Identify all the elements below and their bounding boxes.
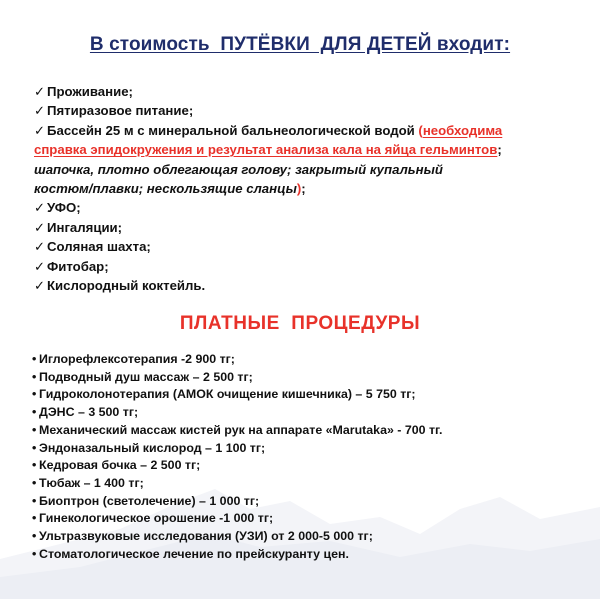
pool-note-requirement-cont: справка эпидокружения и результат анализа кала на яйца гельминтов	[34, 142, 498, 158]
list-item: ✓ Проживание;	[34, 82, 554, 101]
paid-section-title: ПЛАТНЫЕ ПРОЦЕДУРЫ	[179, 313, 421, 334]
checkmark-icon: ✓	[34, 103, 46, 119]
list-item: • Стоматологическое лечение по прейскуранту цен.	[32, 546, 572, 564]
list-item: • Биоптрон (светолечение) – 1 000 тг;	[32, 493, 572, 511]
pool-note-line-3: шапочка, плотно облегающая голову; закрытый купальный	[34, 161, 443, 177]
bullet-icon: •	[32, 422, 37, 437]
pool-note-open-paren: (	[418, 122, 423, 138]
list-item: • Иглорефлексотерапия -2 900 тг;	[32, 351, 572, 369]
included-list	[34, 82, 554, 295]
bullet-icon: •	[32, 529, 37, 544]
bullet-icon: •	[32, 440, 37, 455]
list-item: ✓ УФО;	[34, 198, 554, 217]
list-item: • Ультразвуковые исследования (УЗИ) от 2 000-5 000 тг;	[32, 528, 572, 546]
list-item: • Гидроколонотерапия (АМОК очищение кишечника) – 5 750 тг;	[32, 386, 572, 404]
bullet-icon: •	[32, 493, 37, 508]
list-item: • Кедровая бочка – 2 500 тг;	[32, 457, 572, 475]
checkmark-icon: ✓	[34, 200, 46, 216]
list-item: • ДЭНС – 3 500 тг;	[32, 404, 572, 422]
page-title: В стоимость ПУТЁВКИ ДЛЯ ДЕТЕЙ входит:	[89, 34, 511, 55]
bullet-icon: •	[32, 405, 37, 420]
list-item-pool: ✓ Бассейн 25 м с минеральной бальнеологической водой (необходима	[34, 121, 554, 140]
list-item: ✓ Фитобар;	[34, 257, 554, 276]
paid-procedures-list	[32, 351, 572, 563]
list-item: • Гинекологическое орошение -1 000 тг;	[32, 510, 572, 528]
bullet-icon: •	[32, 546, 37, 561]
bullet-icon: •	[32, 475, 37, 490]
list-item: • Тюбаж – 1 400 тг;	[32, 475, 572, 493]
bullet-icon: •	[32, 352, 37, 366]
checkmark-icon: ✓	[34, 122, 46, 138]
bullet-icon: •	[32, 511, 37, 526]
pool-note-close-paren: )	[296, 181, 302, 197]
list-item: • Механический массаж кистей рук на аппарате «Marutaka» - 700 тг.	[32, 422, 572, 440]
checkmark-icon: ✓	[34, 258, 46, 274]
list-item: ✓ Ингаляции;	[34, 218, 554, 237]
checkmark-icon: ✓	[34, 239, 46, 255]
list-item: ✓ Соляная шахта;	[34, 237, 554, 256]
checkmark-icon: ✓	[34, 84, 46, 99]
bullet-icon: •	[32, 458, 37, 473]
checkmark-icon: ✓	[34, 219, 46, 235]
checkmark-icon: ✓	[34, 278, 46, 294]
list-item: ✓ Пятиразовое питание;	[34, 101, 554, 120]
bullet-icon: •	[32, 369, 37, 384]
bullet-icon: •	[32, 387, 37, 402]
list-item: ✓ Кислородный коктейль.	[34, 276, 554, 295]
pool-note-line-4: костюм/плавки; нескользящие сланцы);	[34, 181, 306, 197]
pool-note-line-2: справка эпидокружения и результат анализа кала на яйца гельминтов;	[34, 142, 502, 158]
pool-note-requirement: необходима	[422, 122, 503, 138]
list-item: • Эндоназальный кислород – 1 100 тг;	[32, 440, 572, 458]
list-item: • Подводный душ массаж – 2 500 тг;	[32, 369, 572, 387]
